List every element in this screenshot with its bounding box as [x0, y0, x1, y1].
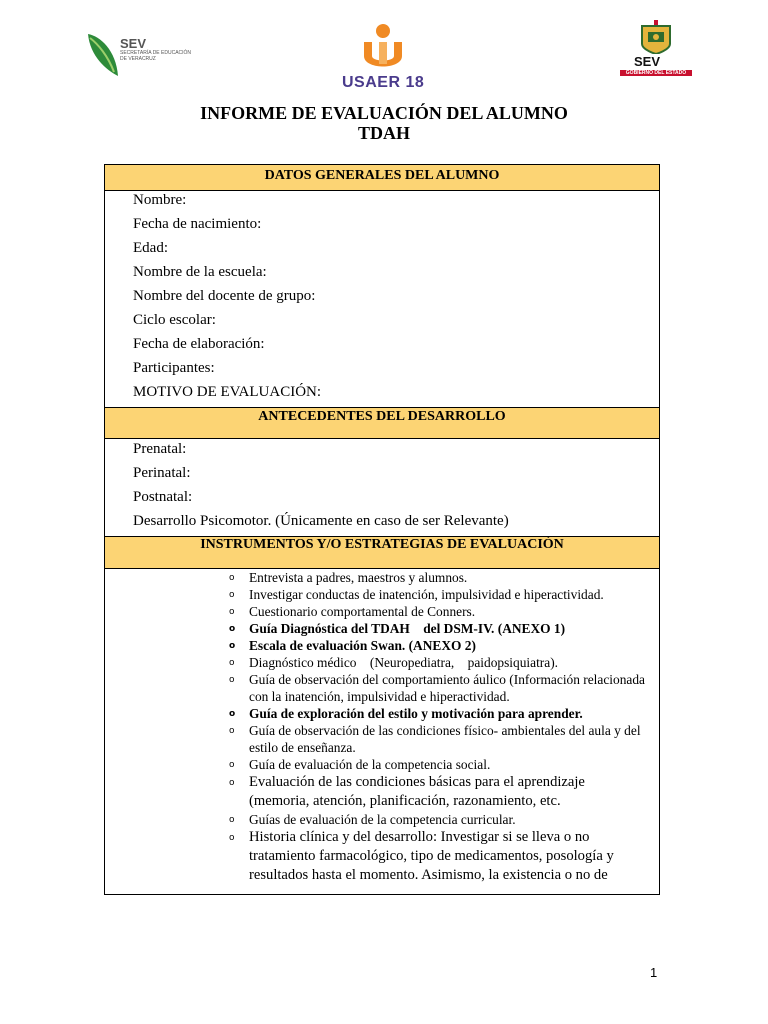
- section-heading-antecedentes: ANTECEDENTES DEL DESARROLLO: [105, 407, 659, 439]
- field-edad: Edad:: [133, 240, 168, 256]
- section-heading-instrumentos: INSTRUMENTOS Y/O ESTRATEGIAS DE EVALUACIÓN: [105, 536, 659, 569]
- field-nombre-escuela: Nombre de la escuela:: [133, 264, 267, 280]
- bullet-marker: o: [229, 641, 236, 651]
- usaer-u-icon: [338, 22, 428, 76]
- list-item: o Guía Diagnóstica del TDAH del DSM-IV. (ANEXO 1): [229, 621, 566, 636]
- evaluation-form: [104, 164, 660, 895]
- list-item: o Cuestionario comportamental de Conners.: [229, 604, 476, 619]
- list-item: o Guía de evaluación de la competencia social.: [229, 757, 491, 772]
- field-nombre: Nombre:: [133, 192, 187, 208]
- field-prenatal: Prenatal:: [133, 441, 187, 457]
- list-item: o Guías de evaluación de la competencia curricular.: [229, 812, 516, 827]
- list-item: o Evaluación de las condiciones básicas para el aprendizaje (memoria, atención, planificación, razonamiento, etc.: [229, 774, 585, 809]
- bullet-marker: o: [229, 778, 235, 788]
- page-number: 1: [650, 965, 658, 980]
- field-perinatal: Perinatal:: [133, 465, 191, 481]
- field-fecha-elaboracion: Fecha de elaboración:: [133, 336, 265, 352]
- sev-logo-subtitle: SECRETARÍA DE EDUCACIÓN DE VERACRUZ: [120, 50, 192, 62]
- field-participantes: Participantes:: [133, 360, 215, 376]
- bullet-marker: o: [229, 726, 235, 736]
- list-item: o Investigar conductas de inatención, impulsividad e hiperactividad.: [229, 587, 604, 602]
- shield-icon: [620, 20, 692, 54]
- shield-logo-subtitle: GOBIERNO DEL ESTADO: [620, 70, 692, 76]
- document-subtitle: TDAH: [357, 123, 410, 143]
- list-item: o Guía de exploración del estilo y motivación para aprender.: [229, 706, 583, 721]
- field-desarrollo-psicomotor: Desarrollo Psicomotor. (Únicamente en caso de ser Relevante): [133, 513, 509, 529]
- sev-logo: [86, 30, 196, 86]
- bullet-marker: o: [229, 760, 235, 770]
- shield-logo-text: SEV: [634, 54, 661, 69]
- bullet-marker: o: [229, 607, 235, 617]
- list-item: o Guía de observación de las condiciones físico- ambientales del aula y del estilo de enseñanza.: [229, 723, 641, 755]
- bullet-marker: o: [229, 675, 235, 685]
- field-postnatal: Postnatal:: [133, 489, 193, 505]
- bullet-marker: o: [229, 590, 235, 600]
- bullet-marker: o: [229, 709, 236, 719]
- sev-logo-text: SEV: [120, 36, 147, 51]
- instruments-list: [105, 569, 659, 885]
- list-item: o Historia clínica y del desarrollo: Investigar si se lleva o no tratamiento farmacológico, tipo de medicamentos, posología y resultados hasta el momento. Asimismo, la existencia o no de: [229, 829, 614, 883]
- usaer-logo-text: USAER 18: [342, 74, 425, 91]
- bullet-marker: o: [229, 624, 236, 634]
- bullet-marker: o: [229, 815, 235, 825]
- list-item: o Guía de observación del comportamiento áulico (Información relacionada con la inatención, impulsividad e hiperactividad.: [229, 672, 645, 704]
- bullet-marker: o: [229, 833, 235, 843]
- section-heading-datos-generales: DATOS GENERALES DEL ALUMNO: [105, 165, 659, 191]
- document-title: INFORME DE EVALUACIÓN DEL ALUMNO: [200, 103, 568, 123]
- field-motivo-evaluacion: MOTIVO DE EVALUACIÓN:: [133, 384, 322, 400]
- bullet-marker: o: [229, 573, 235, 583]
- bullet-marker: o: [229, 658, 235, 668]
- usaer-logo: [338, 22, 428, 100]
- list-item: o Escala de evaluación Swan. (ANEXO 2): [229, 638, 476, 653]
- list-item: o Entrevista a padres, maestros y alumnos.: [229, 570, 468, 585]
- field-nombre-docente: Nombre del docente de grupo:: [133, 288, 316, 304]
- leaf-icon: [86, 30, 120, 80]
- field-fecha-nacimiento: Fecha de nacimiento:: [133, 216, 262, 232]
- field-ciclo-escolar: Ciclo escolar:: [133, 312, 216, 328]
- list-item: o Diagnóstico médico (Neuropediatra, paidopsiquiatra).: [229, 655, 559, 670]
- veracruz-shield-logo: [620, 20, 692, 80]
